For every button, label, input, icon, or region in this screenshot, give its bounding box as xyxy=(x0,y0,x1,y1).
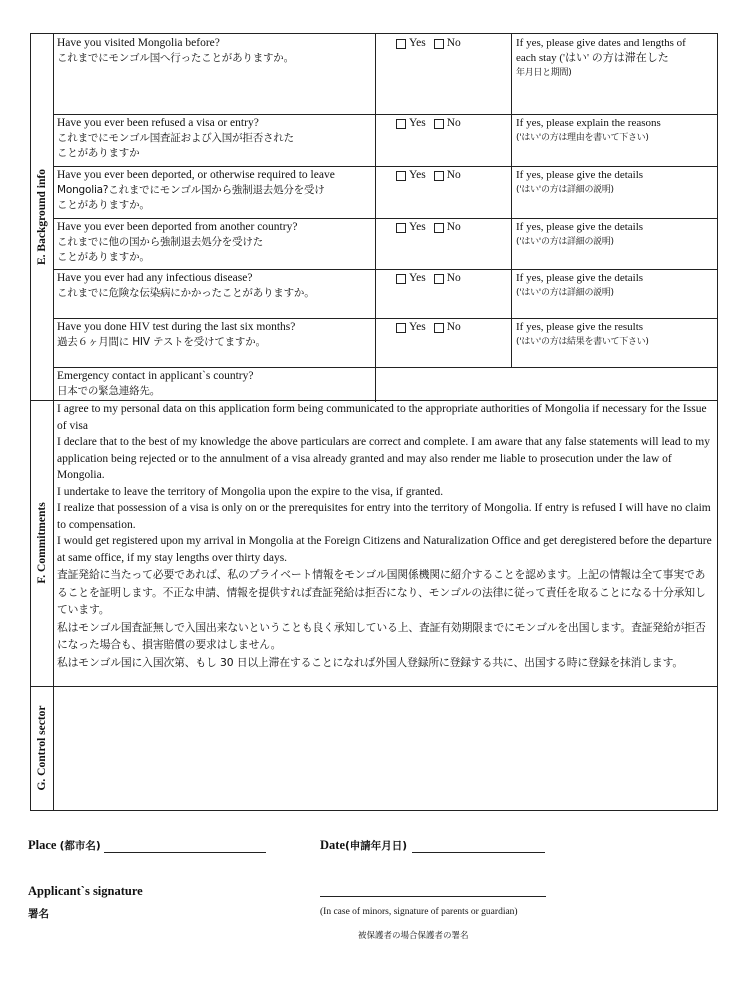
yes-checkbox[interactable] xyxy=(396,171,406,181)
details-note-en: If yes, please explain the reasons xyxy=(516,117,661,129)
details-note-en: If yes, please give the details xyxy=(516,169,644,181)
no-checkbox[interactable] xyxy=(434,323,444,333)
minors-note: (In case of minors, signature of parents or guardian) xyxy=(320,907,518,917)
yes-checkbox[interactable] xyxy=(396,119,406,129)
section-label-column xyxy=(31,400,54,686)
question-row xyxy=(53,269,717,319)
details-note-en: If yes, please give the details xyxy=(516,272,644,284)
details-note-jp: ('はい'の方は詳細の説明) xyxy=(516,185,614,195)
yes-no-cell xyxy=(375,114,511,166)
question-text-cell xyxy=(53,114,375,166)
yes-checkbox[interactable] xyxy=(396,323,406,333)
question-jp-continued: ことがありますか。 xyxy=(57,199,150,211)
yes-no-cell xyxy=(375,318,511,367)
commitment-paragraph-jp: 私はモンゴル国に入国次第、もし 30 日以上滞在することになれば外国人登録所に登録する共に、出国する時に登録を抹消します。 xyxy=(57,655,684,669)
no-checkbox[interactable] xyxy=(434,171,444,181)
question-text-cell xyxy=(53,166,375,218)
section-label-control: G. Control sector xyxy=(36,705,48,791)
details-note-cell[interactable] xyxy=(511,218,717,269)
no-checkbox[interactable] xyxy=(434,223,444,233)
details-note-jp: ('はい'の方は結果を書いて下さい) xyxy=(516,337,649,347)
details-note-en: If yes, please give the results xyxy=(516,321,644,333)
commitment-paragraph-en: I would get registered upon my arrival in Mongolia at the Foreign Citizens and Naturalization Office and get deregistered before the departure at same office, if my stay lengths over thirty days. xyxy=(57,535,712,564)
question-jp-continued: ことがありますか。 xyxy=(57,251,150,263)
yes-no-group xyxy=(396,220,511,235)
yes-no-group xyxy=(396,116,511,131)
no-label: No xyxy=(446,37,461,49)
commitment-paragraph-jp: 査証発給に当たって必要であれば、私のプライベート情報をモンゴル国関係機関に紹介することを認めます。上記の情報は全て事実であることを証明します。不正な申請、情報を提供すれば査証発給は拒否になり、モンゴルの法律に従って責任を取ることになる十分承知しています。 xyxy=(57,568,706,617)
question-row xyxy=(53,34,717,115)
question-text-cell xyxy=(53,318,375,367)
section-label-column xyxy=(31,34,54,400)
date-input-line[interactable] xyxy=(412,852,545,853)
question-en: Have you ever been deported, or otherwise required to leave xyxy=(57,169,335,181)
no-label: No xyxy=(446,321,461,333)
no-checkbox[interactable] xyxy=(434,39,444,49)
question-en: Have you ever been deported from another country? xyxy=(57,221,298,233)
details-note-cell[interactable] xyxy=(511,114,717,166)
details-note-jp: ('はい'の方は理由を書いて下さい) xyxy=(516,133,649,143)
commitment-paragraph-en: I realize that possession of a visa is only on or the prerequisites for entry into the territory of Mongolia. If entry is refused I will have no claim to compensation. xyxy=(57,502,711,531)
emergency-contact-row xyxy=(53,367,717,402)
question-jp: 過去６ヶ月間に HIV テストを受けてますか。 xyxy=(57,336,266,348)
commitments-section xyxy=(30,400,718,687)
no-checkbox[interactable] xyxy=(434,274,444,284)
place-label-jp: (都市名) xyxy=(59,840,101,852)
signature-line[interactable] xyxy=(320,896,546,897)
question-jp: これまでに危険な伝染病にかかったことがありますか。 xyxy=(57,287,315,299)
details-note-jp: 年月日と期間) xyxy=(516,68,572,78)
commitment-paragraph-en: I agree to my personal data on this application form being communicated to the appropriate authorities of Mongolia if necessary for the Issue of visa xyxy=(57,403,707,432)
commitments-body xyxy=(53,400,717,686)
question-jp: これまでにモンゴル国へ行ったことがありますか。 xyxy=(57,52,294,64)
yes-no-cell xyxy=(375,34,511,114)
place-label-en: Place xyxy=(28,838,57,852)
yes-no-cell xyxy=(375,269,511,318)
question-jp: これまでにモンゴル国査証および入国が拒否された xyxy=(57,132,294,144)
minors-note-jp: 被保護者の場合保護者の署名 xyxy=(358,931,469,941)
yes-no-cell xyxy=(375,218,511,269)
commitment-paragraph-jp: 私はモンゴル国査証無しで入国出来ないということも良く承知している上、査証有効期限までにモンゴルを出国します。査証発給が拒否になった場合も、損害賠償の要求はしません。 xyxy=(57,620,706,652)
details-note-jp: ('はい'の方は詳細の説明) xyxy=(516,288,614,298)
question-jp: これまでに他の国から強制退去処分を受けた xyxy=(57,236,263,248)
yes-checkbox[interactable] xyxy=(396,274,406,284)
place-label xyxy=(28,838,101,853)
emergency-contact-label-cell xyxy=(53,367,375,402)
no-checkbox[interactable] xyxy=(434,119,444,129)
background-questions-table xyxy=(53,34,717,400)
question-text-cell xyxy=(53,269,375,318)
no-label: No xyxy=(446,117,461,129)
commitment-paragraph-en: I declare that to the best of my knowledge the above particulars are correct and complete. I am aware that any false statements will lead to my application being rejected or to the annulment of a visa already granted and may also render me liable to prosecution under the law of Mongolia. xyxy=(57,436,711,481)
emergency-contact-input[interactable] xyxy=(375,367,717,402)
yes-no-group xyxy=(396,36,511,51)
question-en: Have you visited Mongolia before? xyxy=(57,37,220,49)
question-jp-continued: ことがありますか xyxy=(57,147,140,159)
yes-label: Yes xyxy=(409,117,426,129)
yes-no-group xyxy=(396,168,511,183)
question-text-cell xyxy=(53,218,375,269)
no-label: No xyxy=(446,272,461,284)
signature-jp-text: 署名 xyxy=(28,908,49,920)
yes-label: Yes xyxy=(409,221,426,233)
yes-label: Yes xyxy=(409,169,426,181)
question-en: Have you done HIV test during the last six months? xyxy=(57,321,296,333)
control-sector-section xyxy=(30,686,718,811)
place-input-line[interactable] xyxy=(104,852,266,853)
yes-no-group xyxy=(396,320,511,335)
question-row xyxy=(53,318,717,368)
question-row xyxy=(53,218,717,270)
date-label-en: Date xyxy=(320,838,345,852)
yes-no-group xyxy=(396,271,511,286)
section-label-column xyxy=(31,686,54,810)
details-note-en: If yes, please give dates and lengths of xyxy=(516,37,686,49)
emergency-contact-en: Emergency contact in applicant`s country? xyxy=(57,370,254,382)
no-label: No xyxy=(446,169,461,181)
question-en: Have you ever been refused a visa or entry? xyxy=(57,117,259,129)
question-row xyxy=(53,114,717,167)
section-label-background: E. Background info xyxy=(36,169,48,265)
yes-no-cell xyxy=(375,166,511,218)
commitment-paragraph-en: I undertake to leave the territory of Mongolia upon the expire to the visa, if granted. xyxy=(57,485,444,498)
yes-label: Yes xyxy=(409,37,426,49)
details-note-cell[interactable] xyxy=(511,166,717,218)
no-label: No xyxy=(446,221,461,233)
yes-checkbox[interactable] xyxy=(396,39,406,49)
question-en: Have you ever had any infectious disease? xyxy=(57,272,253,284)
section-label-commitments: F. Commitments xyxy=(36,502,48,584)
question-jp: Mongolia?これまでにモンゴル国から強制退去処分を受け xyxy=(57,184,325,196)
details-note-cell[interactable] xyxy=(511,269,717,318)
yes-label: Yes xyxy=(409,321,426,333)
emergency-contact-jp: 日本での緊急連絡先。 xyxy=(57,385,160,397)
yes-checkbox[interactable] xyxy=(396,223,406,233)
date-label xyxy=(320,838,407,853)
background-info-section xyxy=(30,33,718,401)
date-label-jp: (申請年月日) xyxy=(345,840,408,852)
details-note-jp: ('はい'の方は詳細の説明) xyxy=(516,237,614,247)
signature-label: Applicant`s signature xyxy=(28,884,143,898)
details-note-en-continued: each stay ('はい' の方は滞在した xyxy=(516,52,669,64)
details-note-en: If yes, please give the details xyxy=(516,221,644,233)
question-text-cell xyxy=(53,34,375,114)
yes-label: Yes xyxy=(409,272,426,284)
details-note-cell[interactable] xyxy=(511,318,717,367)
signature-label-jp xyxy=(28,906,49,921)
question-row xyxy=(53,166,717,219)
details-note-cell[interactable] xyxy=(511,34,717,114)
